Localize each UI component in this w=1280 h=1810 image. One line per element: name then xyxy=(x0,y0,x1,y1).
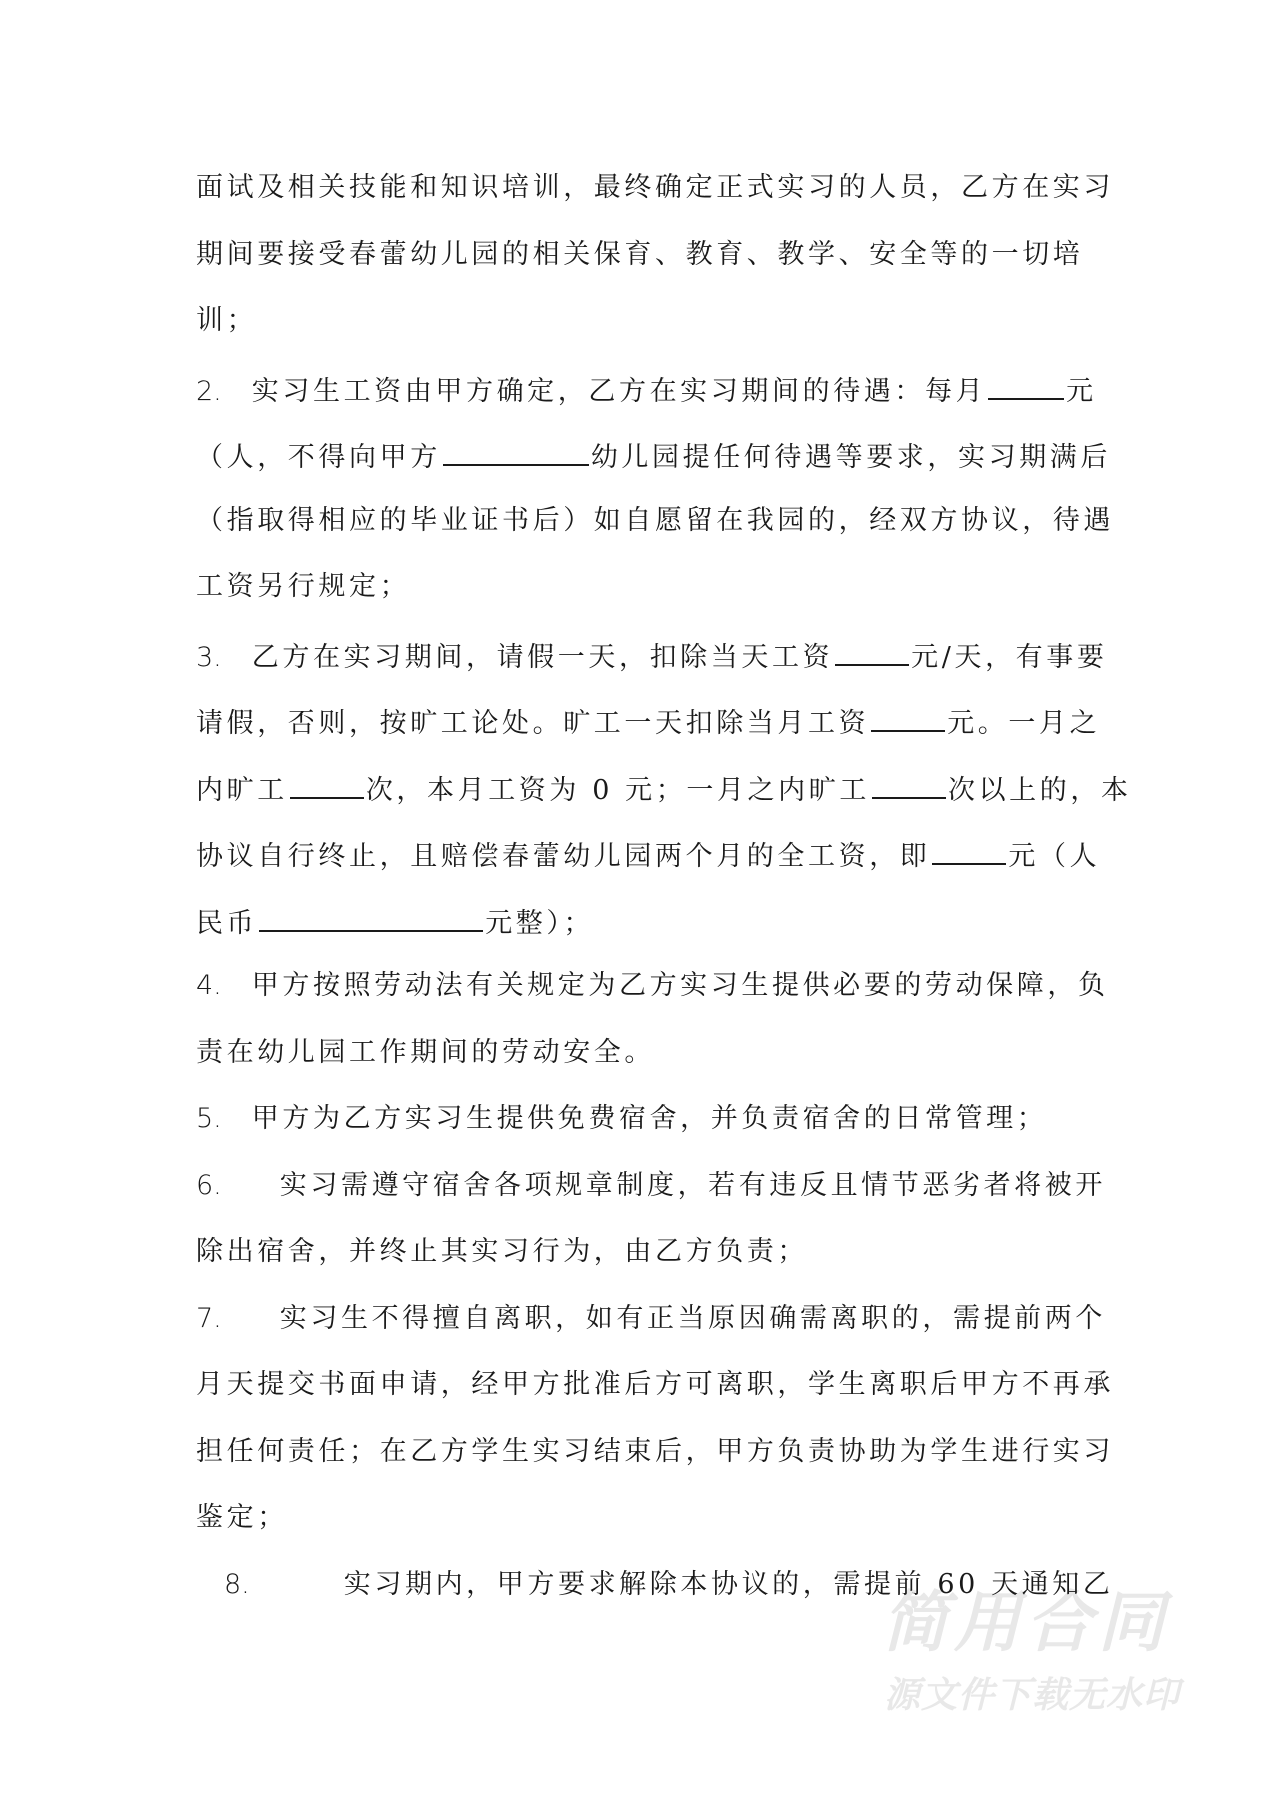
line-text: 实习期内，甲方要求解除本协议的，需提前 60 天通知乙 xyxy=(343,1568,1114,1600)
text-line xyxy=(196,833,1100,873)
line-text: 幼儿园提任何待遇等要求，实习期满后 xyxy=(590,442,1112,473)
text-line xyxy=(196,1166,1106,1206)
line-text: 甲方按照劳动法有关规定为乙方实习生提供必要的劳动保障，负 xyxy=(251,970,1109,1001)
text-line xyxy=(196,567,410,607)
text-line xyxy=(196,900,594,940)
fill-in-blank[interactable] xyxy=(871,700,945,732)
text-line xyxy=(196,767,1132,807)
line-text: 次以上的，本 xyxy=(947,774,1132,806)
text-line xyxy=(196,368,1097,408)
line-text: 工资另行规定； xyxy=(196,571,411,602)
fill-in-blank[interactable] xyxy=(932,833,1006,865)
fill-in-blank[interactable] xyxy=(290,767,364,799)
text-line xyxy=(196,1299,1106,1339)
line-text: 担任何责任；在乙方学生实习结束后，甲方负责协助为学生进行实习 xyxy=(196,1435,1114,1467)
line-text: 元（人 xyxy=(1008,841,1101,872)
clause-number: 2. xyxy=(196,375,222,407)
text-line xyxy=(196,1033,655,1073)
line-text: 期间要接受春蕾幼儿园的相关保育、教育、教学、安全等的一切培 xyxy=(196,238,1084,270)
line-text: 协议自行终止，且赔偿春蕾幼儿园两个月的全工资，即 xyxy=(196,841,931,872)
line-text: （人，不得向甲方 xyxy=(196,442,441,473)
line-text: 元整）； xyxy=(485,907,595,939)
watermark-brand: 简用合同 xyxy=(882,1584,1170,1661)
watermark-slogan: 源文件下载无水印 xyxy=(884,1675,1181,1716)
line-text: 责在幼儿园工作期间的劳动安全。 xyxy=(196,1036,655,1068)
text-line xyxy=(196,501,1114,541)
text-line xyxy=(196,1432,1114,1472)
fill-in-blank[interactable] xyxy=(443,434,589,466)
text-line xyxy=(196,700,1100,740)
fill-in-blank[interactable] xyxy=(988,368,1064,400)
text-line xyxy=(196,168,1114,208)
line-text: 甲方为乙方实习生提供免费宿舍，并负责宿舍的日常管理； xyxy=(251,1103,1048,1134)
text-line xyxy=(196,634,1107,674)
clause-number: 6. xyxy=(196,1169,222,1201)
text-line xyxy=(196,1498,288,1538)
text-line xyxy=(196,434,1111,474)
line-text: 除出宿舍，并终止其实习行为，由乙方负责； xyxy=(196,1236,808,1267)
text-line xyxy=(196,301,257,341)
text-line xyxy=(196,235,1083,275)
text-line xyxy=(196,1099,1047,1139)
line-text: 鉴定； xyxy=(196,1502,288,1533)
line-text: 元/天，有事要 xyxy=(911,641,1108,673)
clause-number: 4. xyxy=(196,970,222,1001)
line-text: 面试及相关技能和知识培训，最终确定正式实习的人员，乙方在实习 xyxy=(196,172,1114,203)
clause-number: 3. xyxy=(196,641,222,673)
line-text: 内旷工 xyxy=(196,774,288,806)
text-line xyxy=(196,966,1109,1006)
line-text: 元 xyxy=(1066,375,1097,407)
fill-in-blank[interactable] xyxy=(872,767,946,799)
text-line xyxy=(196,1232,808,1272)
line-text: 月天提交书面申请，经甲方批准后方可离职，学生离职后甲方不再承 xyxy=(196,1369,1114,1400)
fill-in-blank[interactable] xyxy=(259,900,483,932)
line-text: 民币 xyxy=(196,907,258,939)
clause-number: 8. xyxy=(224,1568,250,1600)
fill-in-blank[interactable] xyxy=(835,634,909,666)
line-text: 元。一月之 xyxy=(947,708,1101,739)
line-text: 实习需遵守宿舍各项规章制度，若有违反且情节恶劣者将被开 xyxy=(279,1169,1106,1201)
line-text: 实习生不得擅自离职，如有正当原因确需离职的，需提前两个 xyxy=(279,1302,1106,1334)
clause-number: 5. xyxy=(196,1103,222,1134)
line-text: 乙方在实习期间，请假一天，扣除当天工资 xyxy=(251,641,834,673)
line-text: 请假，否则，按旷工论处。旷工一天扣除当月工资 xyxy=(196,708,870,739)
line-text: 次，本月工资为 0 元；一月之内旷工 xyxy=(365,774,870,806)
line-text: （指取得相应的毕业证书后）如自愿留在我园的，经双方协议，待遇 xyxy=(196,504,1114,536)
text-line xyxy=(196,1365,1114,1405)
clause-number: 7. xyxy=(196,1302,222,1334)
line-text: 实习生工资由甲方确定，乙方在实习期间的待遇：每月 xyxy=(251,375,987,407)
text-line xyxy=(224,1565,1114,1605)
line-text: 训； xyxy=(196,305,258,336)
